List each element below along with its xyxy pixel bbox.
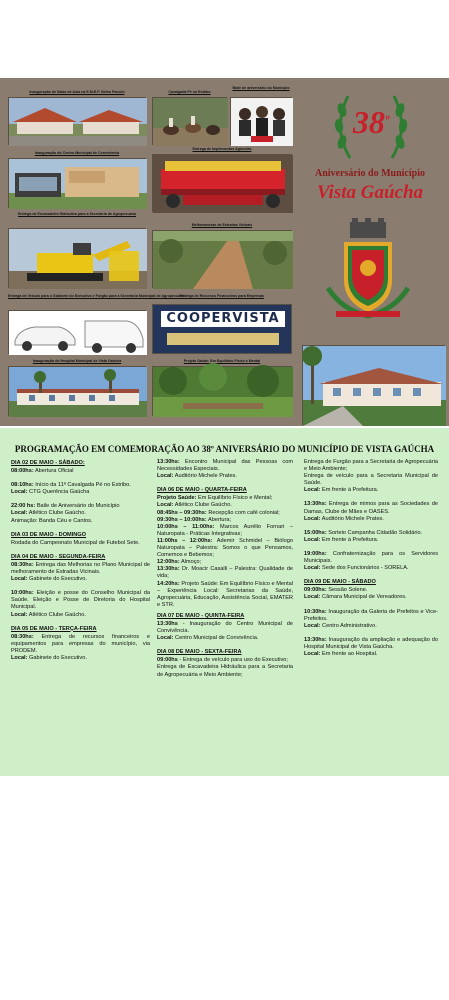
day-heading: DIA 08 DE MAIO - SEXTA-FEIRA: [157, 649, 242, 656]
anniversary-label: Aniversário do Município: [314, 168, 425, 179]
event-item: 22:00 hs: Baile de Aniversário do Município Local: Atlético Clube Gaúcho. Animação: Banda Céu e Cantos.: [11, 503, 120, 524]
photo-coopervista: [152, 304, 292, 354]
event-item: 13:30hs - Inauguração do Centro Municipal de Convivência. Local: Centro Municipal de Convivência.: [157, 620, 293, 642]
program-column-1: [11, 460, 150, 669]
caption-centro: Inauguração do Centro Municipal de Convivência: [34, 151, 120, 155]
caption-veiculo: Entrega de Veículo para o Gabinete do Executivo e Furgão para a Secretaria Municipal de Agropecuária: [8, 294, 185, 298]
event-item: 10:30hs: Inauguração da Galeria de Prefeitos e Vice-Prefeitos. Local: Centro Administrativo.: [304, 608, 438, 629]
anniversary-number: $38^º$: [352, 104, 390, 140]
event-item: 08:30hs: Entrega de recursos financeiros e equipamentos para empresas do município, via PRODEM. Local: Gabinete do Executivo.: [11, 633, 150, 661]
day-heading: DIA 07 DE MAIO - QUINTA-FEIRA: [157, 612, 245, 619]
event-item: 08:10hs: Início da 11ª Cavalgada Pé no Estribo. Local: CTG Querência Gaúcha: [11, 482, 131, 496]
photo-hospital: [8, 366, 146, 416]
photo-implementos: [152, 154, 292, 212]
event-item: Entrega de Furgão para a Secretaria de Agropecuária e Meio Ambiente; Entrega de veículo para a Secretaria Municipal de Saúde. Local: Em frente à Prefeitura.: [304, 459, 438, 494]
caption-implementos: Entrega de Implementos Agrícolas: [192, 147, 252, 151]
caption-baile: Baile de aniversário do Município: [232, 86, 290, 90]
program-section: [0, 428, 449, 776]
event-item: 13:30hs: Entrega de mimos para as Sociedades de Damas, Clube de Mães e OASES. Local: Auditório Michele Prates.: [304, 501, 438, 522]
program-title: PROGRAMAÇÃO EM COMEMORAÇÃO AO 38º ANIVERSÁRIO DO MUNICÍPIO DE VISTA GAÚCHA: [14, 444, 435, 454]
caption-recursos: Entrega de Recursos Financeiros para Empresas: [180, 294, 264, 298]
day-heading: DIA 02 DE MAIO - SÁBADO:: [11, 460, 85, 466]
event-item: 10:00hs: Eleição e posse do Conselho Municipal da Saúde. Eleição e Posse de Diretoria do Hospital Municipal. Local: Atlético Clube Gaúcho.: [11, 590, 150, 618]
program-column-3: [304, 459, 438, 665]
event-item: 09:00hs: Sessão Solene. Local: Câmara Municipal de Vereadores.: [304, 587, 407, 601]
poster-collage: [0, 78, 449, 426]
caption-escavadeira: Entrega de Escavadeira Hidráulica para a Secretaria de Agropecuária: [17, 212, 137, 216]
city-name: Vista Gaúcha: [316, 182, 424, 203]
caption-hospital: Inauguração do Hospital Municipal de Vista Gaúcha: [32, 359, 122, 363]
day-heading: DIA 04 DE MAIO - SEGUNDA-FEIRA: [11, 553, 106, 560]
event-item: 19:00hs: Confraternização para os Servidores Municipais. Local: Sede dos Funcionários - SORELA.: [304, 550, 438, 572]
photo-escavadeira: [8, 228, 146, 288]
photo-band: [230, 97, 292, 145]
day-heading: DIA 05 DE MAIO - TERÇA-FEIRA: [11, 625, 97, 632]
event-item: 08:00hs: Abertura Oficial: [11, 468, 74, 475]
program-column-2: [157, 459, 293, 686]
sign-plaque: [167, 333, 279, 345]
photo-building: [302, 345, 445, 425]
day-heading: DIA 06 DE MAIO - QUARTA-FEIRA: [157, 487, 247, 494]
photo-estradas: [152, 230, 292, 288]
event-item: Projeto Saúde: Em Equilíbrio Físico e Mental; Local: Atlético Clube Gaúcho. 08:45hs – 09:30hs: Recepção com café colonial; 09:30hs – 10:00hs: Abertura; 10:00hs – 11:00hs: Marcos Aurélio Fornari – Naturopata - Práticas Integrativas; 11:00hs – 12:00hs: Ademir Schmidel – Biólogo Naturopata – Palestra: Somos o que Pensamos, Comemos e Bebemos; 12:00hs: Almoço; 13:30hs: Dr. Moacir Casalli – Palestra: Qualidade de vida; 14:20hs: Projeto Saúde: Em Equilíbrio Físico e Mental – Experiência Local: Secretarias da Saúde, Agropecuária, Educação, Assistência Social, EMATER e STR.: [157, 495, 293, 608]
event-item: 08:30hs: Entrega das Melhorias no Plano Municipal de melhoramento de Estradas Vicinais. Local: Gabinete do Executivo.: [11, 561, 150, 583]
day-heading: DIA 09 DE MAIO - SÁBADO: [304, 579, 376, 586]
photo-cavalgada: [152, 97, 227, 145]
caption-cavalgada: Cavalgada Pé no Estribo: [168, 90, 211, 94]
caption-salas: Inauguração de Salas de Aula na E.M.E.F. Nelho Paccini: [29, 90, 125, 94]
caption-saude: Projeto Saúde: Em Equilíbrio Físico e Mental: [183, 359, 261, 363]
coopervista-sign: COOPERVISTA: [161, 311, 285, 327]
event-item: 13:30hs: Inauguração da ampliação e adequação do Hospital Municipal de Vista Gaúcha. Local: Em frente ao Hospital.: [304, 636, 438, 657]
day-heading: DIA 03 DE MAIO - DOMINGO: [11, 531, 87, 538]
coat-of-arms: [322, 218, 414, 326]
event-item: 09:00hs - Entrega de veículo para uso do Executivo; Entrega de Escavadeira Hidráulica para a Secretaria de Agropecuária e Meio Ambiente;: [157, 657, 293, 678]
photo-centro: [8, 158, 146, 208]
event-item: Rodada do Campeonato Municipal de Futebol Sete.: [11, 539, 140, 546]
event-item: 15:00hs: Sorteio Campanha Cidadão Solidário. Local: Em frente à Prefeitura.: [304, 529, 423, 543]
photo-veiculos: [8, 310, 146, 354]
photo-school: [8, 97, 146, 145]
photo-saude: [152, 366, 292, 416]
caption-estradas: Melhoramento de Estradas Vicinais: [191, 223, 253, 227]
event-item: 13:30hs: Encontro Municipal das Pessoas com Necessidades Especiais. Local: Auditório Michele Prates.: [157, 459, 293, 480]
